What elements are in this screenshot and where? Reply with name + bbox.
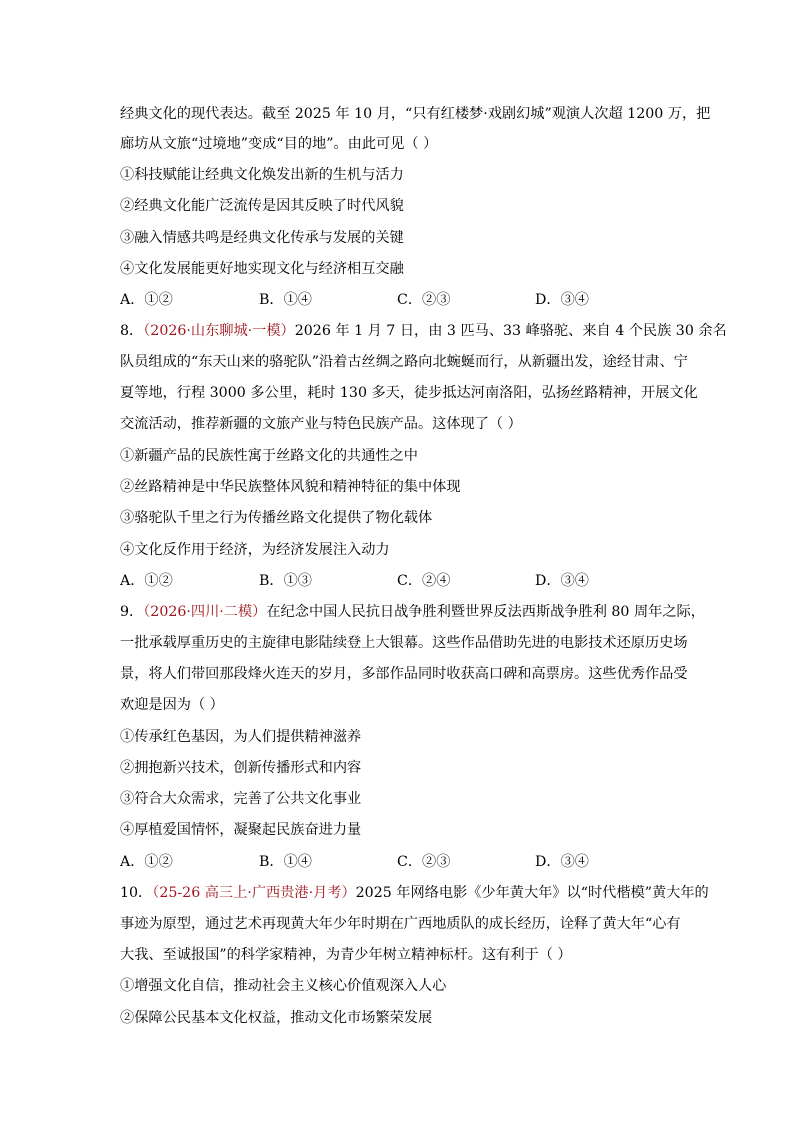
q10-item-1: ①增强文化自信，推动社会主义核心价值观深入人心	[120, 978, 447, 994]
q9-option-b: B．①④	[259, 854, 312, 870]
q10-first-line	[120, 883, 709, 903]
q9-stem-line-2: 一批承载厚重历史的主旋律电影陆续登上大银幕。这些作品借助先进的电影技术还原历史场	[120, 635, 688, 651]
q8-option-a: A．①②	[120, 573, 173, 589]
q9-option-a: A．①②	[120, 854, 173, 870]
q7-option-c: C．②③	[397, 292, 451, 308]
q8-option-d: D．③④	[535, 573, 589, 589]
q8-stem-line-4: 交流活动，推荐新疆的文旅产业与特色民族产品。这体现了（ ）	[120, 416, 522, 432]
q8-number: 8．	[120, 323, 144, 339]
q7-stem-line-2: 廊坊从文旅“过境地”变成“目的地”。由此可见（ ）	[120, 136, 438, 152]
q7-item-3: ③融入情感共鸣是经典文化传承与发展的关键	[120, 230, 404, 246]
q9-item-2: ②拥抱新兴技术，创新传播形式和内容	[120, 760, 362, 776]
q7-option-a: A．①②	[120, 292, 173, 308]
q9-stem-line-3: 景，将人们带回那段烽火连天的岁月，多部作品同时收获高口碑和高票房。这些优秀作品受	[120, 666, 688, 682]
q9-source-tag: （2026·四川·二模）	[143, 604, 267, 620]
q8-item-1: ①新疆产品的民族性寓于丝路文化的共通性之中	[120, 448, 418, 464]
q8-source-tag: （2026·山东聊城·一模）	[143, 323, 295, 339]
q7-item-1: ①科技赋能让经典文化焕发出新的生机与活力	[120, 167, 404, 183]
q8-item-3: ③骆驼队千里之行为传播丝路文化提供了物化载体	[120, 510, 433, 526]
q9-item-4: ④厚植爱国情怀，凝聚起民族奋进力量	[120, 822, 362, 838]
q7-option-d: D．③④	[535, 292, 589, 308]
q9-options	[120, 852, 680, 872]
q8-first-line-text: 2026 年 1 月 7 日，由 3 匹马、33 峰骆驼、来自 4 个民族 30 余名	[294, 323, 727, 339]
q8-first-line	[120, 321, 727, 341]
q10-stem-line-3: 大我、至诚报国”的科学家精神，为青少年树立精神标杆。这有利于（ ）	[120, 947, 572, 963]
q10-source-tag: （25-26 高三上·广西贵港·月考）	[152, 885, 356, 901]
q7-item-4: ④文化发展能更好地实现文化与经济相互交融	[120, 261, 404, 277]
q9-first-line-text: 在纪念中国人民抗日战争胜利暨世界反法西斯战争胜利 80 周年之际，	[266, 604, 705, 620]
q8-stem-line-2: 队员组成的“东天山来的骆驼队”沿着古丝绸之路向北蜿蜒而行，从新疆出发，途经甘肃、宁	[120, 354, 688, 370]
q10-item-2: ②保障公民基本文化权益，推动文化市场繁荣发展	[120, 1010, 433, 1026]
q9-option-c: C．②③	[397, 854, 451, 870]
q7-options	[120, 290, 680, 310]
q8-option-b: B．①③	[259, 573, 312, 589]
q10-stem-line-2: 事迹为原型，通过艺术再现黄大年少年时期在广西地质队的成长经历，诠释了黄大年“心有	[120, 916, 681, 932]
q8-item-4: ④文化反作用于经济，为经济发展注入动力	[120, 542, 390, 558]
q10-first-line-text: 2025 年网络电影《少年黄大年》以“时代楷模”黄大年的	[355, 885, 709, 901]
q10-number: 10．	[120, 885, 153, 901]
q9-stem-line-4: 欢迎是因为（ ）	[120, 697, 224, 713]
q7-item-2: ②经典文化能广泛流传是因其反映了时代风貌	[120, 198, 404, 214]
q7-option-b: B．①④	[259, 292, 312, 308]
q8-option-c: C．②④	[397, 573, 451, 589]
q9-item-3: ③符合大众需求，完善了公共文化事业	[120, 791, 362, 807]
q9-item-1: ①传承红色基因，为人们提供精神滋养	[120, 729, 362, 745]
q9-number: 9．	[120, 604, 144, 620]
q9-first-line	[120, 602, 705, 622]
q7-stem-line-1: 经典文化的现代表达。截至 2025 年 10 月，“只有红楼梦·戏剧幻城”观演人次超 1200 万，把	[120, 106, 711, 122]
q8-item-2: ②丝路精神是中华民族整体风貌和精神特征的集中体现	[120, 479, 461, 495]
q8-options	[120, 571, 680, 591]
q9-option-d: D．③④	[535, 854, 589, 870]
q8-stem-line-3: 夏等地，行程 3000 多公里，耗时 130 多天，徒步抵达河南洛阳，弘扬丝路精神，开展文化	[120, 385, 698, 401]
